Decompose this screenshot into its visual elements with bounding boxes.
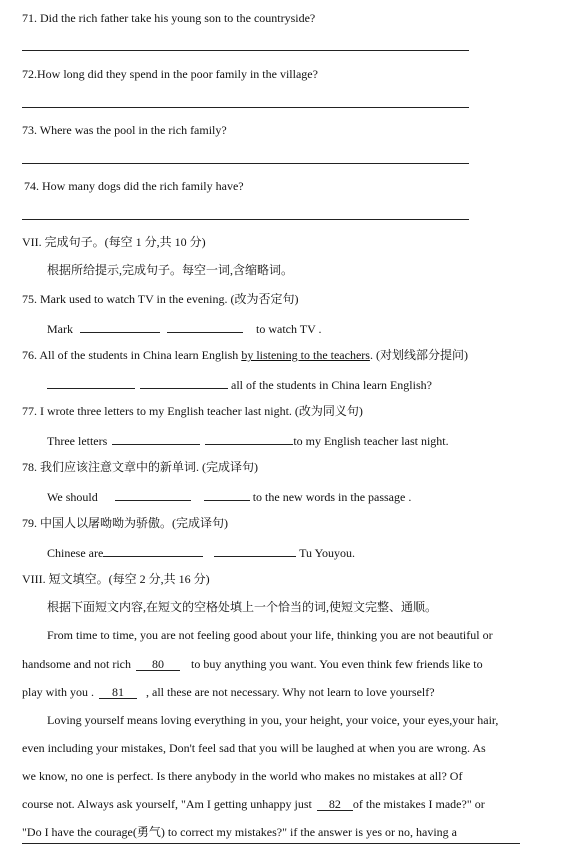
question-78-answer: [47, 488, 411, 504]
answer-line-72: [22, 107, 469, 108]
question-77-answer: [47, 432, 449, 448]
passage-p1-line-2-a: handsome and not rich: [22, 657, 131, 671]
question-76-prompt-end: . (对划线部分提问): [369, 348, 468, 362]
blank-79-2[interactable]: [214, 544, 296, 557]
passage-p2-line-4: [22, 797, 485, 811]
question-75-end: to watch TV .: [256, 322, 322, 336]
answer-line-71: [22, 50, 469, 51]
question-75-answer: [47, 320, 322, 336]
question-77-start: Three letters: [47, 434, 108, 448]
question-76-answer: [47, 376, 432, 392]
blank-78-1[interactable]: [115, 488, 191, 501]
passage-p1-line-3-b: , all these are not necessary. Why not learn to love yourself?: [146, 685, 435, 699]
section-7-instruction: 根据所给提示,完成句子。每空一词,含缩略词。: [47, 263, 294, 277]
answer-line-73: [22, 163, 469, 164]
question-79-answer: [47, 544, 355, 560]
answer-line-74: [22, 219, 469, 220]
passage-p1-line-3-a: play with you .: [22, 685, 94, 699]
section-8-heading: VIII. 短文填空。(每空 2 分,共 16 分): [22, 572, 210, 586]
section-7-heading: VII. 完成句子。(每空 1 分,共 10 分): [22, 235, 206, 249]
question-77-end: to my English teacher last night.: [293, 434, 449, 448]
blank-76-2[interactable]: [140, 376, 228, 389]
blank-79-1[interactable]: [103, 544, 203, 557]
question-71: 71. Did the rich father take his young son to the countryside?: [22, 11, 316, 25]
passage-p1-line-3: [22, 685, 435, 699]
question-79-end: Tu Youyou.: [299, 546, 356, 560]
question-78-prompt: 78. 我们应该注意文章中的新单词. (完成译句): [22, 460, 258, 474]
question-72: 72.How long did they spend in the poor family in the village?: [22, 67, 318, 81]
blank-75-1[interactable]: [80, 320, 160, 333]
question-78-end: to the new words in the passage .: [252, 490, 412, 504]
section-8-instruction: 根据下面短文内容,在短文的空格处填上一个恰当的词,使短文完整、通顺。: [47, 600, 438, 614]
passage-p2-line-2: even including your mistakes, Don't feel sad that you will be laughed at when you are wrong. As: [22, 741, 486, 755]
blank-81[interactable]: 81: [99, 686, 137, 699]
blank-76-1[interactable]: [47, 376, 135, 389]
question-76-underlined-phrase: by listening to the teachers: [241, 348, 370, 362]
question-79-prompt: 79. 中国人以屠呦呦为骄傲。(完成译句): [22, 516, 228, 530]
blank-77-1[interactable]: [112, 432, 200, 445]
passage-p2-line-3: we know, no one is perfect. Is there anybody in the world who makes no mistakes at all? Of: [22, 769, 463, 783]
question-76-prompt-start: 76. All of the students in China learn English: [22, 348, 242, 362]
blank-78-2[interactable]: [204, 488, 250, 501]
question-73: 73. Where was the pool in the rich family?: [22, 123, 227, 137]
passage-p1-line-2-b: to buy anything you want. You even think few friends like to: [190, 657, 483, 671]
passage-p2-line-4-a: course not. Always ask yourself, "Am I getting unhappy just: [22, 797, 312, 811]
question-78-start: We should: [47, 490, 98, 504]
blank-82[interactable]: 82: [317, 798, 353, 811]
passage-p1-line-1: From time to time, you are not feeling good about your life, thinking you are not beautiful or: [47, 628, 493, 642]
question-75-prompt: 75. Mark used to watch TV in the evening. (改为否定句): [22, 292, 299, 306]
question-77-prompt: 77. I wrote three letters to my English teacher last night. (改为同义句): [22, 404, 363, 418]
question-76-end: all of the students in China learn English?: [231, 378, 432, 392]
passage-p2-line-5: "Do I have the courage(勇气) to correct my mistakes?" if the answer is yes or no, having a: [22, 825, 457, 839]
passage-p2-line-4-b: of the mistakes I made?" or: [352, 797, 485, 811]
question-75-start: Mark: [47, 322, 73, 336]
page-bottom-rule: [22, 843, 520, 844]
passage-p1-line-2: [22, 657, 483, 671]
question-74: 74. How many dogs did the rich family have?: [24, 179, 244, 193]
passage-p2-line-1: Loving yourself means loving everything in you, your height, your voice, your eyes,your hair,: [47, 713, 499, 727]
question-79-start: Chinese are: [47, 546, 104, 560]
blank-77-2[interactable]: [205, 432, 293, 445]
blank-75-2[interactable]: [167, 320, 243, 333]
blank-80[interactable]: 80: [136, 658, 180, 671]
question-76-prompt: [22, 348, 468, 362]
